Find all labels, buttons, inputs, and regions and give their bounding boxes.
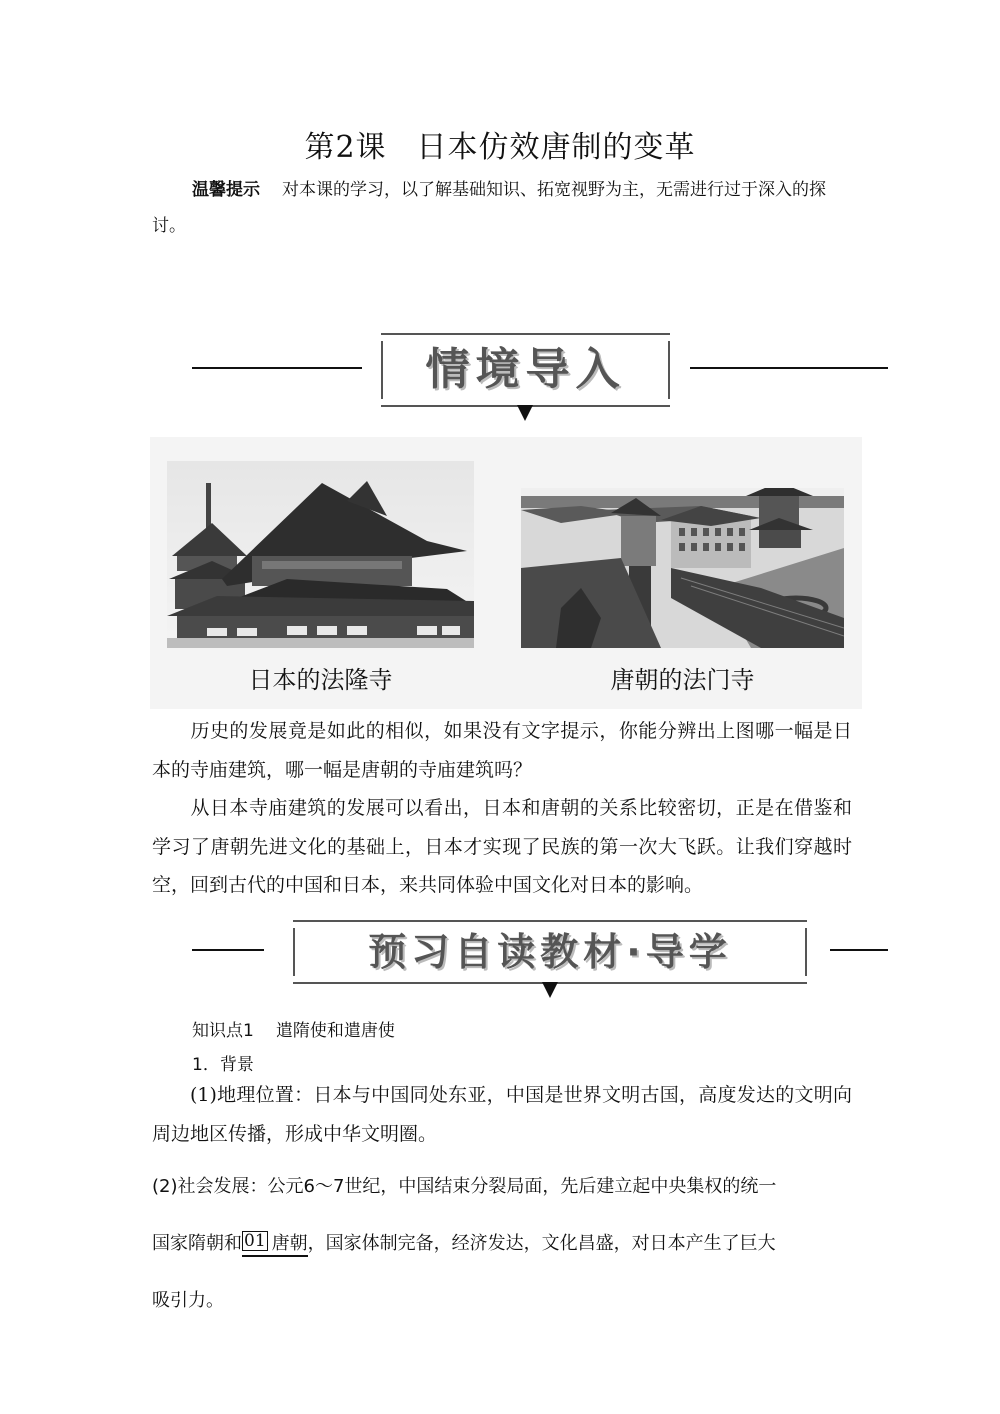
- blank-number-badge: 01: [244, 1231, 266, 1251]
- horyuji-temple-photo: [167, 461, 474, 648]
- section-divider-left: [192, 949, 264, 951]
- subheading-background: 1．背景: [192, 1055, 254, 1075]
- section-heading: 预习自读教材·导学: [368, 930, 732, 974]
- section-divider-right: [690, 367, 888, 369]
- section-divider-right: [830, 949, 888, 951]
- section-heading: 情境导入: [425, 344, 626, 395]
- image-caption-famen: 唐朝的法门寺: [610, 666, 755, 694]
- section-pointer-icon: [542, 982, 558, 998]
- knowledge-point-label: 知识点1: [192, 1021, 254, 1041]
- item-society-line-2: [152, 1215, 852, 1272]
- section-pointer-icon: [517, 405, 533, 421]
- famen-temple-photo: [521, 488, 844, 648]
- lesson-name: 日本仿效唐制的变革: [416, 130, 696, 165]
- lesson-title: [0, 122, 1000, 166]
- item-geography: [152, 1076, 852, 1153]
- tip-label: 温馨提示: [192, 180, 260, 200]
- fill-blank-answer: [242, 1233, 308, 1257]
- item-society-line-1: (2)社会发展：公元6～7世纪，中国结束分裂局面，先后建立起中央集权的统一: [152, 1176, 777, 1197]
- tip-text: 对本课的学习，以了解基础知识、拓宽视野为主，无需进行过于深入的探讨。: [152, 180, 826, 236]
- intro-paragraph-2-text: 从日本寺庙建筑的发展可以看出，日本和唐朝的关系比较密切，正是在借鉴和学习了唐朝先进文化的基础上，日本才实现了民族的第一次大飞跃。让我们穿越时空，回到古代的中国和日本，来共同体验中国文化对日本的影响。: [152, 797, 852, 896]
- blank-answer-text: 唐朝: [271, 1233, 308, 1254]
- line-2-suffix: ，国家体制完备，经济发达，文化昌盛，对日本产生了巨大: [307, 1233, 776, 1254]
- lesson-number: 第2课: [304, 130, 387, 165]
- knowledge-point-title: 遣隋使和遣唐使: [275, 1021, 395, 1041]
- intro-paragraph-2: [152, 789, 852, 905]
- item-geography-text: (1)地理位置：日本与中国同处东亚，中国是世界文明古国，高度发达的文明向周边地区传播，形成中华文明圈。: [152, 1084, 852, 1145]
- intro-paragraph-1: [152, 712, 852, 789]
- line-2-prefix: 国家隋朝和: [152, 1233, 242, 1254]
- section-header-box: [381, 333, 670, 407]
- item-society-line-3: 吸引力。: [152, 1290, 224, 1311]
- tip-block: [152, 172, 852, 244]
- item-society: [152, 1158, 852, 1329]
- knowledge-point-heading: [192, 1016, 395, 1041]
- intro-paragraph-1-text: 历史的发展竟是如此的相似，如果没有文字提示，你能分辨出上图哪一幅是日本的寺庙建筑，哪一幅是唐朝的寺庙建筑吗？: [152, 720, 852, 781]
- section-header-box: [293, 920, 807, 984]
- section-divider-left: [192, 367, 362, 369]
- image-caption-horyuji: 日本的法隆寺: [248, 666, 393, 694]
